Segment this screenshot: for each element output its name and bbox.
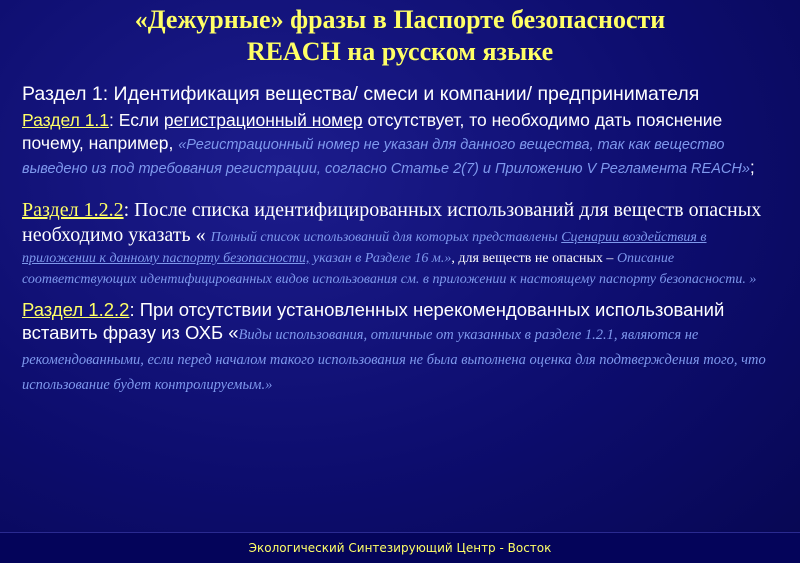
title-line-2: REACH на русском языке: [246, 37, 554, 66]
section-1-1-quote: «Регистрационный номер не указан для данного вещества, так как вещество выведено из под требования регистрации, согласно Статье 2(7) и Приложению V Регламента REACH»: [22, 137, 750, 177]
slide-title: [0, 4, 800, 68]
section-1-2-2-label: Раздел 1.2.2: [22, 199, 124, 221]
footer: Экологический Синтезирующий Центр - Восток: [0, 532, 800, 563]
section-1-2-2-quote-3: Описание соответствующих идентифицированных видов использования см. в приложении к настоящему паспорту безопасности. »: [22, 251, 757, 287]
section-1-1-text-2: отсутствует, то необходимо дать пояснение почему, например,: [22, 110, 723, 153]
section-1-1-text-1: : Если: [109, 110, 164, 130]
section-1-2-2-mid: , для веществ не опасных –: [451, 251, 617, 266]
section-1-2-2-lead: : После списка идентифицированных использований для веществ опасных необходимо указать «: [22, 199, 762, 246]
registration-number-term: регистрационный номер: [163, 110, 363, 130]
section-1-2-2-paragraph: [22, 198, 780, 290]
section-1-1-label: Раздел 1.1: [22, 110, 110, 130]
section-1-1-end: ;: [749, 157, 755, 177]
title-line-1: «Дежурные» фразы в Паспорте безопасности: [134, 5, 666, 34]
section-1-1-paragraph: [22, 109, 780, 180]
section-1-2-2-quote-2: указан в Разделе 16 м.»: [309, 251, 452, 266]
slide-content: [22, 82, 780, 396]
section-1-2-2b-paragraph: [22, 298, 780, 396]
section-1-2-2b-quote: Виды использования, отличные от указанных в разделе 1.2.1, являются не рекомендованными, если перед началом такого использования не была выполнена оценка для подтверждения того, что использование будет контролируемым.»: [22, 327, 766, 393]
section-1-heading: Раздел 1: Идентификация вещества/ смеси и компании/ предпринимателя: [22, 83, 700, 105]
section-1-2-2-quote-1: Полный список использований для которых представлены: [210, 230, 562, 245]
section-1-2-2b-label: Раздел 1.2.2: [22, 299, 130, 320]
section-1-2-2-quote-underlined: Сценарии воздействия в приложении к данному паспорту безопасности,: [22, 230, 707, 266]
section-1-2-2b-text: : При отсутствии установленных нерекомендованных использований вставить фразу из ОХБ «: [22, 299, 725, 343]
